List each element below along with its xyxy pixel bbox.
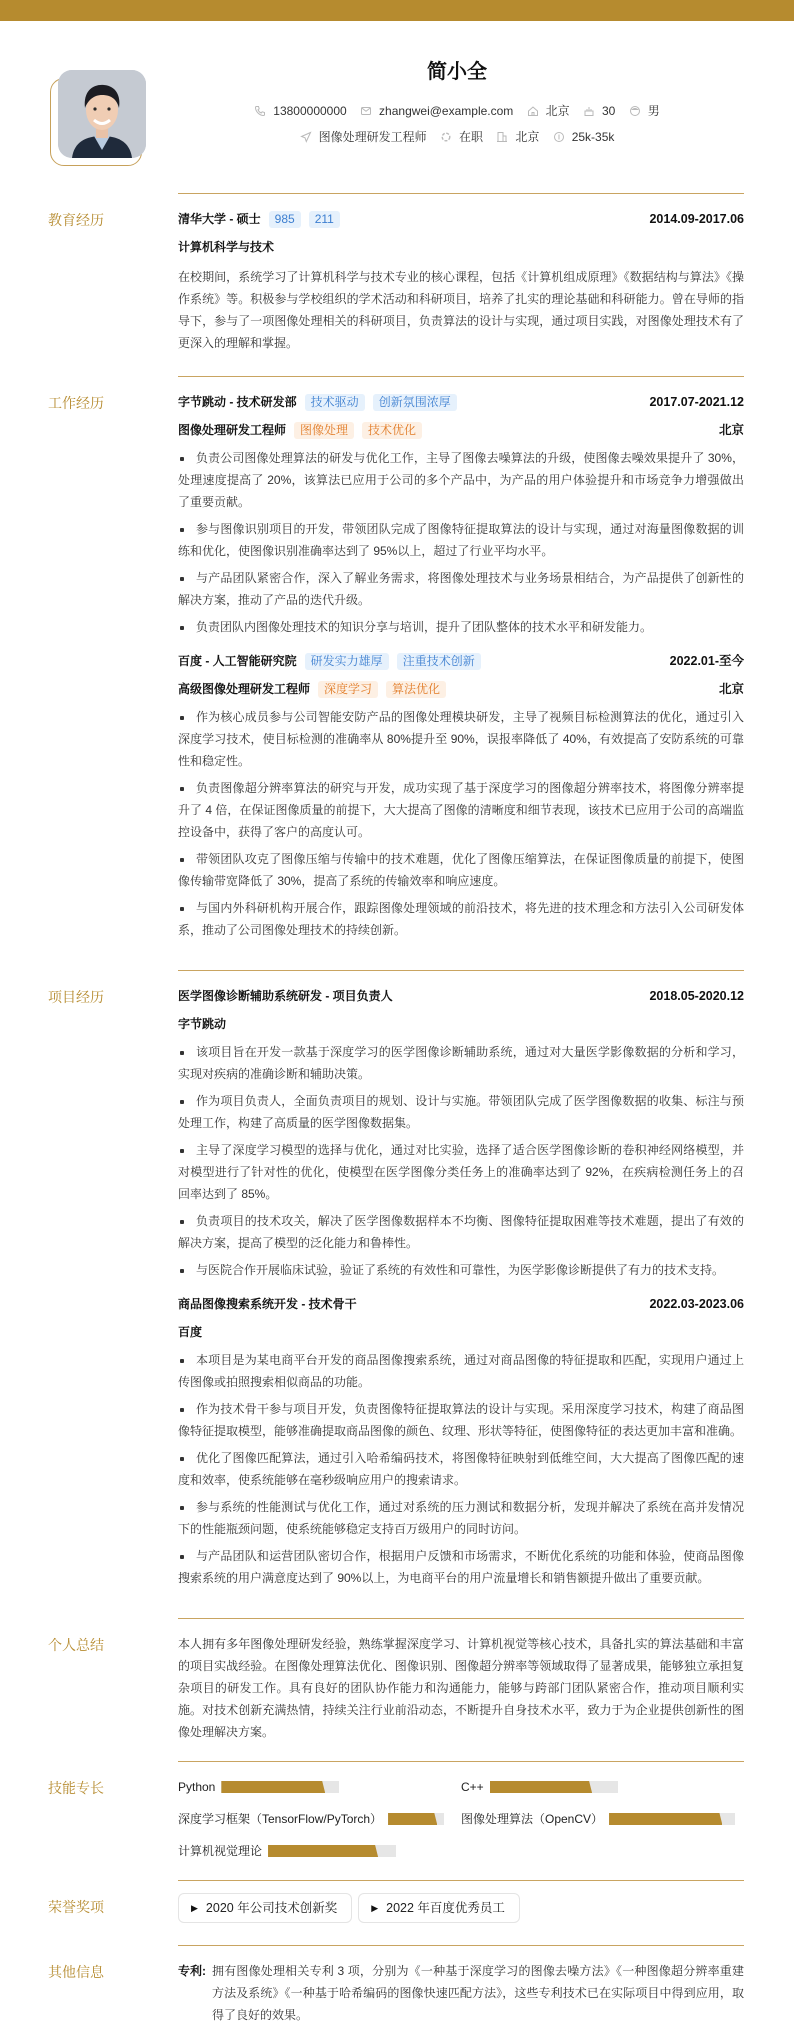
bullet-item: 作为项目负责人，全面负责项目的规划、设计与实施。带领团队完成了医学图像数据的收集、标注与预处理工作，构建了高质量的医学图像数据集。: [178, 1090, 744, 1134]
company-tag: 研发实力雄厚: [305, 653, 389, 670]
bullet-item: 与产品团队紧密合作，深入了解业务需求，将图像处理技术与业务场景相结合，为产品提供了创新性的解决方案，推动了产品的迭代升级。: [178, 567, 744, 611]
top-accent-bar: [0, 0, 794, 21]
award-name: 2020 年公司技术创新奖: [205, 1901, 338, 1915]
contact-phone: [254, 102, 346, 120]
skills-list: [178, 1776, 744, 1862]
intent-salary: [553, 128, 615, 146]
intent-status-value: 在职: [458, 130, 483, 144]
contact-age: [583, 102, 615, 120]
gender-icon: [629, 105, 641, 117]
section-body: [178, 1761, 744, 1880]
email-value: zhangwei@example.com: [379, 104, 514, 118]
job-intent-line: [0, 128, 794, 148]
patent-text: 拥有图像处理相关专利 3 项，分别为《一种基于深度学习的图像去噪方法》《一种图像超分辨率重建方法及系统》《一种基于哈希编码的图像快速匹配方法》，这些专利技术已在实际项目中得到应用，取得了良好的效果。: [212, 1964, 744, 2022]
project-date: 2018.05-2020.12: [649, 989, 744, 1003]
bullet-item: 负责公司图像处理算法的研发与优化工作，主导了图像去噪算法的升级，使图像去噪效果提升了 30%，处理速度提高了 20%，该算法已应用于公司的多个产品中，为产品的用户体验提升和市场竞争力增强做出了重要贡献。: [178, 447, 744, 513]
contact-gender: [629, 102, 660, 120]
role-row: [178, 419, 744, 441]
project-company-row: [178, 1013, 744, 1035]
section-title: 个人总结: [48, 1637, 104, 1653]
project-company: 字节跳动: [178, 1017, 227, 1031]
company-tag: 注重技术创新: [397, 653, 481, 670]
skill-bar-fill: [490, 1781, 592, 1793]
work-city: 北京: [718, 423, 744, 437]
skill-name: 计算机视觉理论: [178, 1844, 263, 1858]
intent-position: [300, 128, 427, 146]
skill-bar-fill: [609, 1813, 722, 1825]
section-education: [0, 193, 794, 372]
role-tag: 算法优化: [386, 681, 446, 698]
gender-value: 男: [647, 104, 660, 118]
section-awards: [0, 1880, 794, 1945]
company-name: 百度 - 人工智能研究院: [178, 654, 297, 668]
candidate-name: 简小全: [427, 61, 487, 83]
section-body: [178, 1880, 744, 1945]
company-tag: 创新氛围浓厚: [373, 394, 457, 411]
work-bullets: [178, 706, 744, 941]
profile-header: [0, 21, 794, 171]
intent-position-value: 图像处理研发工程师: [318, 130, 427, 144]
skill-name: Python: [178, 1780, 216, 1794]
role-row: [178, 678, 744, 700]
skill-bar: [388, 1813, 444, 1825]
section-title: 荣誉奖项: [48, 1899, 104, 1915]
intent-salary-value: 25k-35k: [571, 130, 615, 144]
bullet-item: 该项目旨在开发一款基于深度学习的医学图像诊断辅助系统，通过对大量医学影像数据的分析和学习，实现对疾病的准确诊断和辅助决策。: [178, 1041, 744, 1085]
bullet-item: 带领团队攻克了图像压缩与传输中的技术难题，优化了图像压缩算法，在保证图像质量的前提下，使图像传输带宽降低了 30%，提高了系统的传输效率和响应速度。: [178, 848, 744, 892]
contact-email: [360, 102, 513, 120]
role-title: 图像处理研发工程师: [178, 423, 287, 437]
intent-city-value: 北京: [515, 130, 540, 144]
education-description: 在校期间，系统学习了计算机科学与技术专业的核心课程，包括《计算机组成原理》《数据结构与算法》《操作系统》等。积极参与学校组织的学术活动和科研项目，培养了扎实的理论基础和科研能力。曾在导师的指导下，参与了一项图像处理相关的科研项目，负责算法的设计与实现，通过项目实践，对图像处理技术有了更深入的理解和掌握。: [178, 270, 744, 350]
section-skills: [0, 1761, 794, 1880]
work-bullets: [178, 447, 744, 638]
role-tag: 深度学习: [318, 681, 378, 698]
major-row: [178, 236, 744, 258]
bullet-item: 负责项目的技术攻关，解决了医学图像数据样本不均衡、图像特征提取困难等技术难题，提出了有效的解决方案，提高了模型的泛化能力和鲁棒性。: [178, 1210, 744, 1254]
project-header-row: [178, 1293, 744, 1315]
skill-name: 深度学习框架（TensorFlow/PyTorch）: [178, 1812, 383, 1826]
school-tag: 985: [269, 211, 301, 228]
project-header-row: [178, 985, 744, 1007]
section-body: [178, 1618, 744, 1761]
section-projects: [0, 970, 794, 1612]
education-date: 2014.09-2017.06: [649, 212, 744, 226]
residence-value: 北京: [545, 104, 570, 118]
bullet-item: 与医院合作开展临床试验，验证了系统的有效性和可靠性，为医学影像诊断提供了有力的技术支持。: [178, 1259, 744, 1281]
salary-icon: [553, 131, 565, 143]
award-name: 2022 年百度优秀员工: [386, 1901, 505, 1915]
bullet-item: 本项目是为某电商平台开发的商品图像搜索系统，通过对商品图像的特征提取和匹配，实现用户通过上传图像或拍照搜索相似商品的功能。: [178, 1349, 744, 1393]
work-date: 2022.01-至今: [669, 654, 744, 668]
education-header-row: [178, 208, 744, 230]
work-entry: [178, 650, 744, 941]
skill-bar-fill: [388, 1813, 437, 1825]
skill-name: C++: [461, 1780, 484, 1794]
phone-icon: [254, 105, 266, 117]
project-bullets: [178, 1041, 744, 1281]
major: 计算机科学与技术: [178, 240, 275, 254]
skill-bar: [221, 1781, 339, 1793]
contact-info-line: [0, 102, 794, 122]
skill-item: [461, 1808, 744, 1830]
skill-item: [178, 1776, 461, 1798]
patent-info: [178, 1960, 744, 2026]
skill-name: 图像处理算法（OpenCV）: [461, 1812, 604, 1826]
award-chip: [358, 1893, 520, 1923]
contact-residence: [527, 102, 570, 120]
section-body: [178, 193, 744, 372]
work-date: 2017.07-2021.12: [649, 395, 744, 409]
work-header-row: [178, 650, 744, 672]
skill-bar: [268, 1845, 396, 1857]
triangle-right-icon: ▶: [191, 1903, 198, 1913]
section-summary: [0, 1618, 794, 1761]
school-degree: 清华大学 - 硕士: [178, 212, 261, 226]
section-body: [178, 970, 744, 1612]
award-chip: [178, 1893, 352, 1923]
role-tag: 技术优化: [362, 422, 422, 439]
summary-text: 本人拥有多年图像处理研发经验，熟练掌握深度学习、计算机视觉等核心技术，具备扎实的算法基础和丰富的项目实战经验。在图像处理算法优化、图像识别、图像超分辨率等领域取得了显著成果，能够独立承担复杂项目的研发工作。具有良好的团队协作能力和沟通能力，能够与跨部门团队紧密合作，推动项目顺利实施。对技术创新充满热情，持续关注行业前沿动态，不断提升自身技术水平，致力于为企业提供创新性的图像处理解决方案。: [178, 1637, 744, 1739]
bullet-item: 负责团队内图像处理技术的知识分享与培训，提升了团队整体的技术水平和研发能力。: [178, 616, 744, 638]
work-city: 北京: [718, 682, 744, 696]
project-title: 商品图像搜索系统开发 - 技术骨干: [178, 1297, 357, 1311]
work-header-row: [178, 391, 744, 413]
work-entry: [178, 391, 744, 638]
skill-item: [461, 1776, 744, 1798]
project-entry: [178, 985, 744, 1281]
skill-bar-fill: [268, 1845, 378, 1857]
section-other: [0, 1945, 794, 2042]
skill-bar-fill: [221, 1781, 325, 1793]
building-icon: [496, 131, 508, 143]
project-company: 百度: [178, 1325, 203, 1339]
skill-bar: [490, 1781, 618, 1793]
bullet-item: 与国内外科研机构开展合作，跟踪图像处理领域的前沿技术，将先进的技术理念和方法引入公司研发体系，推动了公司图像处理技术的持续创新。: [178, 897, 744, 941]
intent-city: [496, 128, 539, 146]
bullet-item: 负责图像超分辨率算法的研究与开发，成功实现了基于深度学习的图像超分辨率技术，将图像分辨率提升了 4 倍，在保证图像质量的前提下，大大提高了图像的清晰度和细节表现，该技术已应用于公司的高端监控设备中，获得了客户的高度认可。: [178, 777, 744, 843]
section-title: 教育经历: [48, 212, 104, 228]
patent-label: 专利:: [178, 1964, 206, 1978]
section-work: [0, 376, 794, 964]
triangle-right-icon: ▶: [371, 1903, 379, 1913]
company-name: 字节跳动 - 技术研发部: [178, 395, 297, 409]
skill-item: [178, 1840, 461, 1862]
project-date: 2022.03-2023.06: [649, 1297, 744, 1311]
bullet-item: 优化了图像匹配算法，通过引入哈希编码技术，将图像特征映射到低维空间，大大提高了图像匹配的速度和效率，使系统能够在毫秒级响应用户的搜索请求。: [178, 1447, 744, 1491]
section-title: 项目经历: [48, 989, 104, 1005]
age-value: 30: [602, 104, 616, 118]
bullet-item: 作为技术骨干参与项目开发，负责图像特征提取算法的设计与实现。采用深度学习技术，构建了商品图像特征提取模型，能够准确提取商品图像的颜色、纹理、形状等特征，使图像特征的表达更加丰富和准确。: [178, 1398, 744, 1442]
section-title: 其他信息: [48, 1964, 104, 1980]
section-body: [178, 1945, 744, 2042]
skill-bar: [609, 1813, 735, 1825]
awards-list: [178, 1893, 744, 1923]
project-company-row: [178, 1321, 744, 1343]
project-bullets: [178, 1349, 744, 1589]
intent-status: [440, 128, 483, 146]
email-icon: [360, 105, 372, 117]
company-tag: 技术驱动: [305, 394, 365, 411]
project-title: 医学图像诊断辅助系统研发 - 项目负责人: [178, 989, 393, 1003]
project-entry: [178, 1293, 744, 1589]
age-icon: [583, 105, 595, 117]
section-title: 工作经历: [48, 395, 104, 411]
phone-value: 13800000000: [273, 104, 347, 118]
bullet-item: 参与系统的性能测试与优化工作，通过对系统的压力测试和数据分析，发现并解决了系统在高并发情况下的性能瓶颈问题，使系统能够稳定支持百万级用户的同时访问。: [178, 1496, 744, 1540]
bullet-item: 参与图像识别项目的开发，带领团队完成了图像特征提取算法的设计与实现，通过对海量图像数据的训练和优化，使图像识别准确率达到了 95%以上，超过了行业平均水平。: [178, 518, 744, 562]
skill-item: [178, 1808, 461, 1830]
bullet-item: 与产品团队和运营团队密切合作，根据用户反馈和市场需求，不断优化系统的功能和体验，使商品图像搜索系统的用户满意度达到了 90%以上，为电商平台的用户流量增长和销售额提升做出了重要贡献。: [178, 1545, 744, 1589]
role-tag: 图像处理: [294, 422, 354, 439]
bullet-item: 主导了深度学习模型的选择与优化，通过对比实验，选择了适合医学图像诊断的卷积神经网络模型，并对模型进行了针对性的优化，使模型在医学图像分类任务上的准确率达到了 92%，在疾病检测任务上的召回率达到了 85%。: [178, 1139, 744, 1205]
status-icon: [440, 131, 452, 143]
section-title: 技能专长: [48, 1780, 104, 1796]
home-icon: [527, 105, 539, 117]
role-title: 高级图像处理研发工程师: [178, 682, 311, 696]
section-body: [178, 376, 744, 964]
bullet-item: 作为核心成员参与公司智能安防产品的图像处理模块研发，主导了视频目标检测算法的优化，通过引入深度学习技术，使目标检测的准确率从 80%提升至 90%，误报率降低了 40%，有效提高了安防系统的可靠性和稳定性。: [178, 706, 744, 772]
school-tag: 211: [309, 211, 340, 228]
send-icon: [300, 131, 312, 143]
